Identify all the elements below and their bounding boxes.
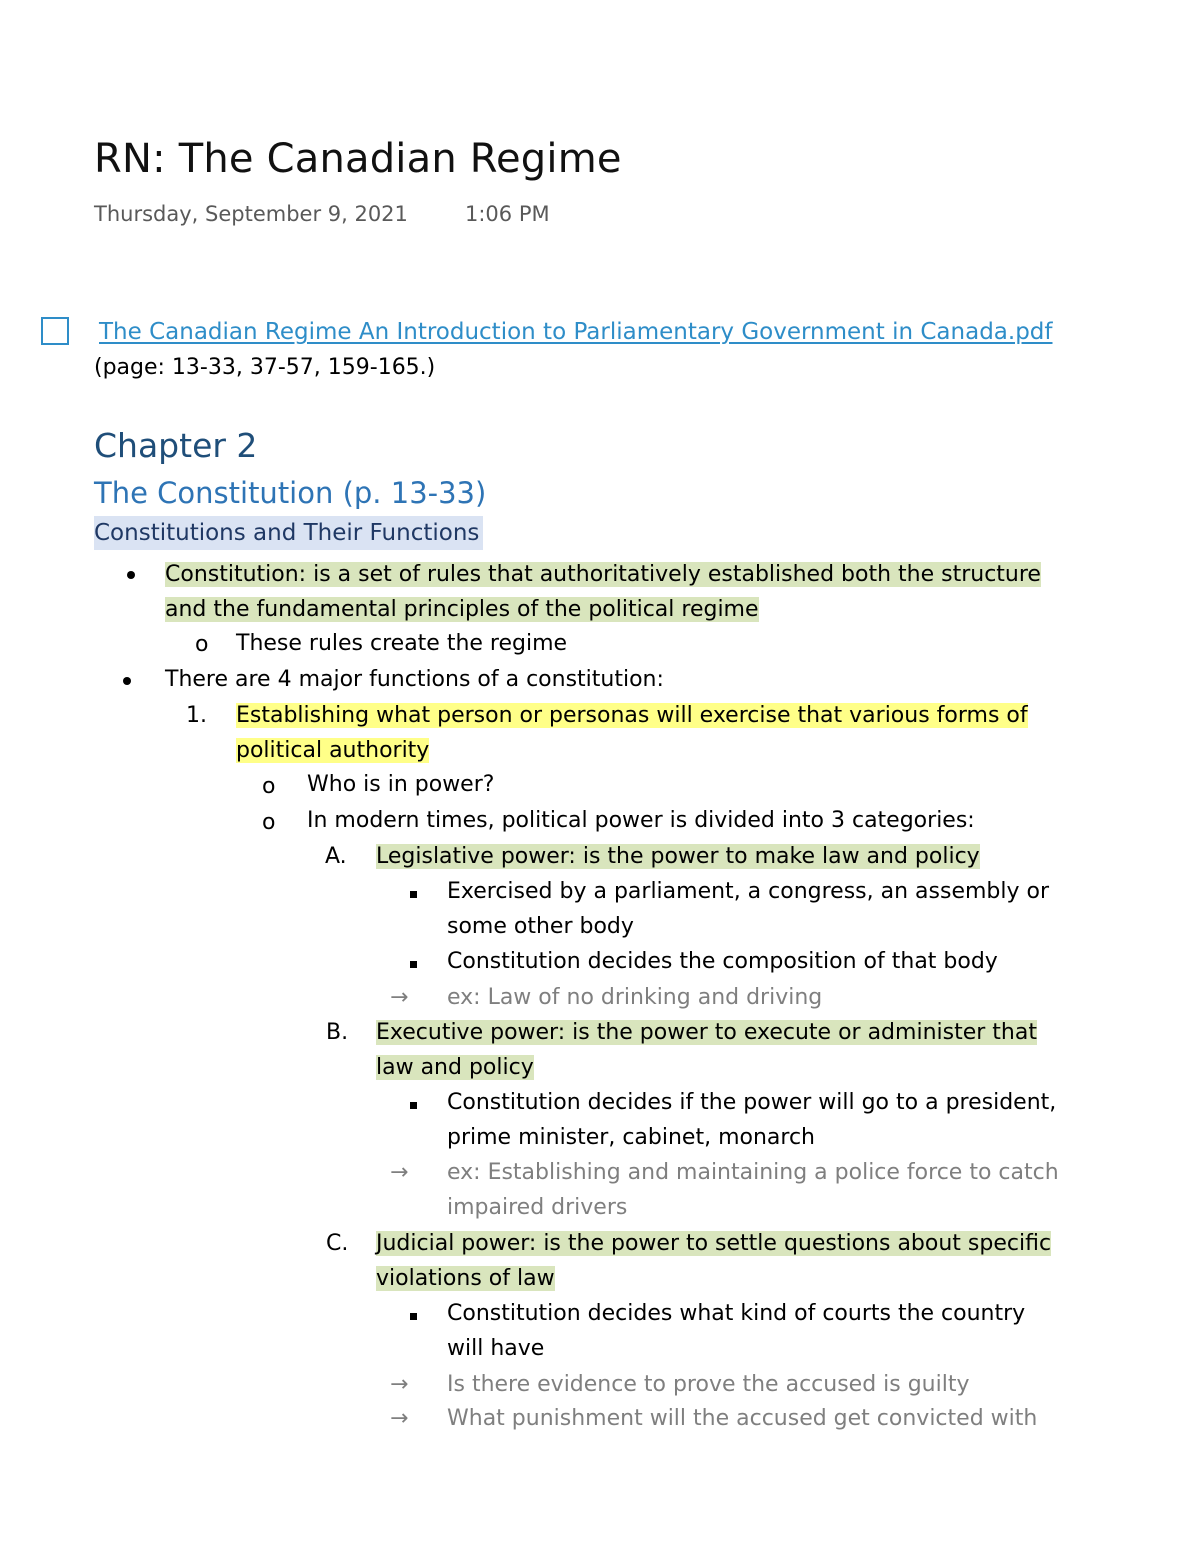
bullet-hollow: o: [262, 774, 276, 799]
letter-marker: A.: [325, 844, 347, 869]
judicial-example-2: What punishment will the accused get convicted with: [447, 1406, 1038, 1431]
letter-marker: B.: [326, 1020, 349, 1045]
legislative-point-1a: Exercised by a parliament, a congress, an assembly or: [447, 879, 1050, 904]
pdf-attachment-link[interactable]: The Canadian Regime An Introduction to Parliamentary Government in Canada.pdf: [99, 319, 1053, 345]
page-date: Thursday, September 9, 2021: [94, 202, 408, 226]
who-in-power: Who is in power?: [307, 772, 495, 797]
page-range-note: (page: 13-33, 37-57, 159-165.): [94, 355, 436, 380]
arrow-icon: →: [390, 1372, 409, 1397]
bullet-square: [410, 961, 417, 968]
legislative-example: ex: Law of no drinking and driving: [447, 985, 823, 1010]
bullet-hollow: o: [195, 632, 209, 657]
four-functions-line: There are 4 major functions of a constitution:: [165, 667, 664, 692]
executive-point-1a: Constitution decides if the power will go to a president,: [447, 1090, 1057, 1115]
bullet-square: [410, 1313, 417, 1320]
judicial-example-1: Is there evidence to prove the accused is guilty: [447, 1372, 970, 1397]
section-heading: The Constitution (p. 13-33): [94, 476, 487, 510]
bullet-dot: [127, 571, 135, 579]
judicial-point-1a: Constitution decides what kind of courts the country: [447, 1301, 1026, 1326]
arrow-icon: →: [390, 1160, 409, 1185]
numbered-marker: 1.: [186, 703, 207, 728]
legislative-heading: Legislative power: is the power to make law and policy: [376, 844, 980, 869]
letter-marker: C.: [326, 1231, 349, 1256]
executive-example-b: impaired drivers: [447, 1195, 628, 1220]
page-time: 1:06 PM: [465, 202, 550, 226]
legislative-point-1b: some other body: [447, 914, 634, 939]
judicial-heading-line-2: violations of law: [376, 1266, 555, 1291]
modern-times-line: In modern times, political power is divided into 3 categories:: [307, 808, 975, 833]
subsection-heading: Constitutions and Their Functions: [94, 516, 483, 550]
judicial-point-1b: will have: [447, 1336, 545, 1361]
legislative-point-2: Constitution decides the composition of that body: [447, 949, 998, 974]
executive-example-a: ex: Establishing and maintaining a police force to catch: [447, 1160, 1059, 1185]
chapter-heading: Chapter 2: [94, 426, 258, 465]
rules-create-regime: These rules create the regime: [236, 631, 568, 656]
judicial-heading-line-1: Judicial power: is the power to settle questions about specific: [376, 1231, 1052, 1256]
constitution-definition-line-2: and the fundamental principles of the political regime: [165, 597, 759, 622]
page-title: RN: The Canadian Regime: [94, 136, 622, 182]
executive-heading-line-2: law and policy: [376, 1055, 534, 1080]
bullet-square: [410, 891, 417, 898]
executive-heading-line-1: Executive power: is the power to execute or administer that: [376, 1020, 1037, 1045]
arrow-icon: →: [390, 985, 409, 1010]
bullet-dot: [123, 677, 131, 685]
executive-point-1b: prime minister, cabinet, monarch: [447, 1125, 815, 1150]
todo-checkbox[interactable]: [41, 317, 69, 345]
bullet-square: [410, 1102, 417, 1109]
arrow-icon: →: [390, 1406, 409, 1431]
function1-line-2: political authority: [236, 738, 430, 763]
bullet-hollow: o: [262, 810, 276, 835]
function1-line-1: Establishing what person or personas will exercise that various forms of: [236, 703, 1028, 728]
constitution-definition-line-1: Constitution: is a set of rules that authoritatively established both the structure: [165, 562, 1041, 587]
